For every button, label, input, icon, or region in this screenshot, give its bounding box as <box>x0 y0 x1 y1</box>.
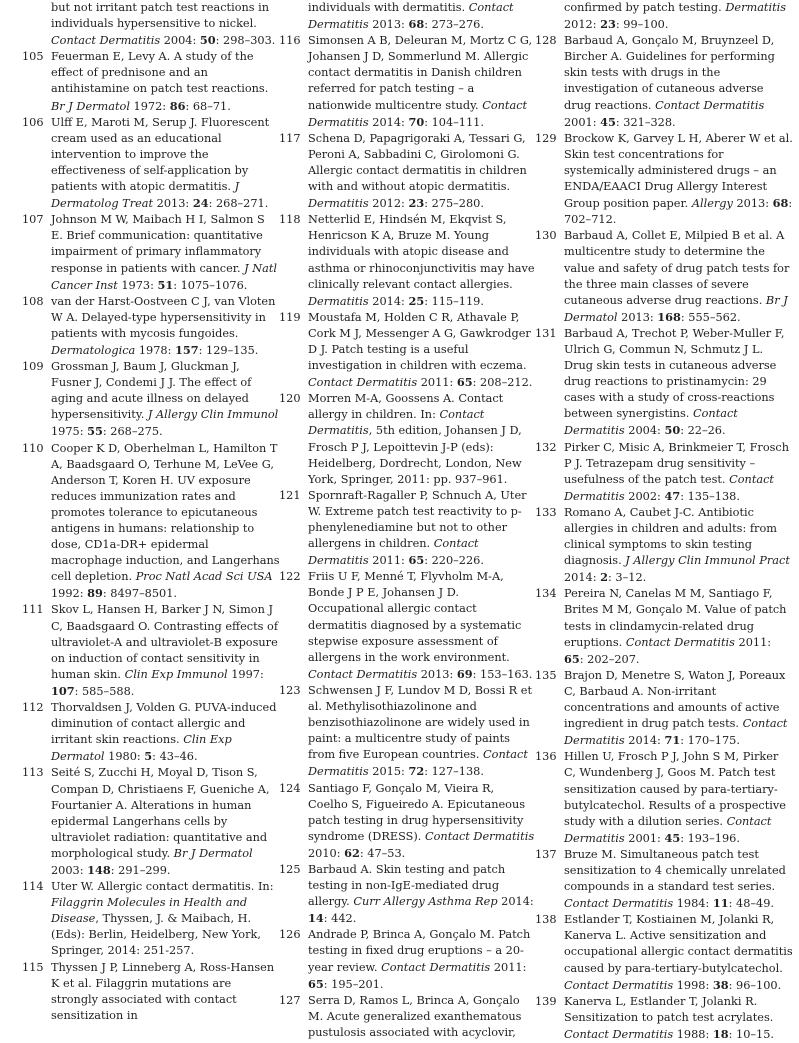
reference-number: 116 <box>279 34 301 48</box>
reference-text: but not irritant patch test reactions in individuals hypersensitive to nickel. Contact Dermatitis 2004: 50: 298–303. <box>51 1 276 48</box>
reference-number: 120 <box>279 392 301 406</box>
reference-text: Barbaud A. Skin testing and patch testing in non-IgE-mediated drug allergy. Curr Allergy Asthma Rep 2014: 14: 442. <box>308 862 534 926</box>
reference-entry <box>279 391 537 488</box>
reference-entry <box>22 212 280 293</box>
reference-text: Grossman J, Baum J, Gluckman J, Fusner J, Condemi J J. The effect of aging and acute illness on delayed hypersensitivity. J Allergy Clin Immunol 1975: 55: 268–275. <box>51 360 279 439</box>
reference-column-3 <box>535 0 793 1043</box>
reference-entry <box>535 326 793 440</box>
reference-text: Johnson M W, Maibach H I, Salmon S E. Brief communication: quantitative impairment of primary inflammatory response in patients with cancer. J Natl Cancer Inst 1973: 51: 1075–1076. <box>51 213 278 292</box>
reference-number: 121 <box>279 488 301 502</box>
reference-number: 112 <box>22 701 44 715</box>
reference-entry <box>279 683 537 781</box>
reference-entry <box>279 488 537 569</box>
reference-entry <box>279 33 537 131</box>
reference-text: Kanerva L, Estlander T, Jolanki R. Sensitization to patch test acrylates. Contact Dermatitis 1988: 18: 10–15. <box>564 994 775 1041</box>
reference-number: 134 <box>535 587 557 601</box>
reference-number: 138 <box>535 913 557 927</box>
reference-entry <box>22 960 280 1024</box>
reference-entry <box>279 862 537 927</box>
reference-number: 137 <box>535 847 557 861</box>
reference-entry <box>279 993 537 1041</box>
reference-text: Skov L, Hansen H, Barker J N, Simon J C, Baadsgaard O. Contrasting effects of ultraviolet-A and ultraviolet-B exposure on induction of contact sensitivity in human skin. Clin Exp Immunol 1997: 107: 585–588. <box>51 603 279 698</box>
reference-text: Hillen U, Frosch P J, John S M, Pirker C, Wundenberg J, Goos M. Patch test sensitization caused by para-tertiary-butylcatechol. Results of a prospective study with a dilution series. Contact Dermatitis 2001: 45: 193–196. <box>564 750 786 845</box>
reference-number: 123 <box>279 683 301 697</box>
reference-entry <box>279 0 537 33</box>
reference-text: Barbaud A, Gonçalo M, Bruynzeel D, Bircher A. Guidelines for performing skin tests with drugs in the investigation of cutaneous adverse drug reactions. Contact Dermatitis 2001: 45: 321–328. <box>564 34 775 129</box>
reference-number: 108 <box>22 294 44 308</box>
reference-text: Simonsen A B, Deleuran M, Mortz C G, Johansen J D, Sommerlund M. Allergic contact dermatitis in Danish children referred for patch testing – a nationwide multicentre study. Contact Dermatitis 2014: 70: 104–111. <box>308 34 533 129</box>
reference-text: Netterlid E, Hindsén M, Ekqvist S, Henricson K A, Bruze M. Young individuals with atopic disease and asthma or rhinoconjunctivitis may have clinically relevant contact allergies. Dermatitis 2014: 25: 115–119. <box>308 213 535 308</box>
reference-text: Barbaud A, Trechot P, Weber-Muller F, Ulrich G, Commun N, Schmutz J L. Drug skin tests in cutaneous adverse drug reactions to pristinamycin: 29 cases with a study of cross-reactions between synergistins. Contact Dermatitis 2004: 50: 22–26. <box>564 326 785 438</box>
reference-entry <box>535 586 793 667</box>
reference-text: Serra D, Ramos L, Brinca A, Gonçalo M. Acute generalized exanthematous pustulosis associated with acyclovir, <box>308 993 522 1039</box>
reference-text: Thorvaldsen J, Volden G. PUVA-induced diminution of contact allergic and irritant skin reactions. Clin Exp Dermatol 1980: 5: 43–46. <box>51 701 277 764</box>
reference-number: 124 <box>279 781 301 795</box>
reference-number: 117 <box>279 131 301 145</box>
reference-number: 131 <box>535 326 557 340</box>
reference-text: Brockow K, Garvey L H, Aberer W et al. Skin test concentrations for systemically administered drugs – an ENDA/EAACI Drug Allergy Interest Group position paper. Allergy 2013: 68: 702–712. <box>564 131 793 227</box>
reference-number: 111 <box>22 603 44 617</box>
reference-number: 130 <box>535 229 557 243</box>
reference-text: Pereira N, Canelas M M, Santiago F, Brites M M, Gonçalo M. Value of patch tests in clindamycin-related drug eruptions. Contact Dermatitis 2011: 65: 202–207. <box>564 587 787 666</box>
reference-entry <box>535 668 793 749</box>
reference-entry <box>22 359 280 440</box>
reference-entry <box>279 781 537 862</box>
reference-text: Bruze M. Simultaneous patch test sensitization to 4 chemically unrelated compounds in a standard test series. Contact Dermatitis 1984: 11: 48–49. <box>564 847 786 911</box>
reference-entry <box>535 749 793 847</box>
reference-number: 126 <box>279 928 301 942</box>
reference-number: 119 <box>279 310 301 324</box>
reference-number: 109 <box>22 360 44 374</box>
reference-entry <box>22 602 280 700</box>
reference-text: Ulff E, Maroti M, Serup J. Fluorescent cream used as an educational intervention to improve the effectiveness of self-application by patients with atopic dermatitis. J Dermatolog Treat 2013: 24: 268–271. <box>51 115 270 211</box>
reference-text: Romano A, Caubet J-C. Antibiotic allergies in children and adults: from clinical symptoms to skin testing diagnosis. J Allergy Clin Immunol Pract 2014: 2: 3–12. <box>564 505 790 585</box>
reference-entry <box>535 505 793 586</box>
reference-number: 122 <box>279 570 301 584</box>
reference-number: 135 <box>535 668 557 682</box>
reference-entry <box>535 131 793 229</box>
reference-number: 110 <box>22 441 44 455</box>
reference-number: 132 <box>535 440 557 454</box>
reference-text: Morren M-A, Goossens A. Contact allergy in children. In: Contact Dermatitis, 5th edition, Johansen J D, Frosch P J, Lepoittevin J-P (eds): Heidelberg, Dordrecht, London, New York, Springer, 2011: pp. 937–961. <box>308 392 522 486</box>
reference-entry <box>279 927 537 992</box>
reference-number: 136 <box>535 750 557 764</box>
reference-text: Cooper K D, Oberhelman L, Hamilton T A, Baadsgaard O, Terhune M, LeVee G, Anderson T, Koren H. UV exposure reduces immunization rates and promotes tolerance to epicutaneous antigens in humans: relationship to dose, CD1a-DR+ epidermal macrophage induction, and Langerhans cell depletion. Proc Natl Acad Sci USA 1992: 89: 8497–8501. <box>51 441 280 601</box>
reference-entry <box>22 700 280 765</box>
reference-entry <box>535 0 793 33</box>
reference-entry <box>279 569 537 683</box>
reference-text: Schwensen J F, Lundov M D, Bossi R et al. Methylisothiazolinone and benzisothiazolinone are widely used in paint: a multicentre study of paints from five European countries. Contact Dermatitis 2015: 72: 127–138. <box>308 683 532 779</box>
reference-number: 128 <box>535 34 557 48</box>
reference-entry <box>279 212 537 310</box>
reference-entry <box>22 294 280 359</box>
reference-text: Brajon D, Menetre S, Waton J, Poreaux C, Barbaud A. Non-irritant concentrations and amounts of active ingredient in drug patch tests. Contact Dermatitis 2014: 71: 170–175. <box>564 668 788 748</box>
reference-number: 105 <box>22 50 44 64</box>
reference-entry <box>22 0 280 49</box>
reference-text: Barbaud A, Collet E, Milpied B et al. A multicentre study to determine the value and safety of drug patch tests for the three main classes of severe cutaneous adverse drug reactions. Br J Dermatol 2013: 168: 555–562. <box>564 229 790 324</box>
reference-number: 113 <box>22 766 44 780</box>
reference-entry <box>279 310 537 391</box>
reference-number: 106 <box>22 115 44 129</box>
reference-number: 114 <box>22 880 44 894</box>
reference-entry <box>279 131 537 212</box>
reference-text: confirmed by patch testing. Dermatitis 2012: 23: 99–100. <box>564 1 787 32</box>
reference-entry <box>22 441 280 603</box>
reference-entry <box>535 847 793 912</box>
reference-column-1 <box>22 0 280 1024</box>
reference-text: Andrade P, Brinca A, Gonçalo M. Patch testing in fixed drug eruptions – a 20-year review. Contact Dermatitis 2011: 65: 195–201. <box>308 928 531 991</box>
reference-entry <box>535 33 793 131</box>
reference-number: 107 <box>22 213 44 227</box>
reference-number: 115 <box>22 960 44 974</box>
reference-text: Schena D, Papagrigoraki A, Tessari G, Peroni A, Sabbadini C, Girolomoni G. Allergic contact dermatitis in children with and without atopic dermatitis. Dermatitis 2012: 23: 275–280. <box>308 131 527 211</box>
reference-column-2 <box>279 0 537 1041</box>
reference-number: 125 <box>279 862 301 876</box>
reference-entry <box>22 765 280 879</box>
reference-entry <box>535 440 793 505</box>
reference-text: Feuerman E, Levy A. A study of the effect of prednisone and an antihistamine on patch test reactions. Br J Dermatol 1972: 86: 68–71. <box>51 50 269 113</box>
reference-text: Uter W. Allergic contact dermatitis. In: Filaggrin Molecules in Health and Disease, Thyssen, J. & Maibach, H. (Eds): Berlin, Heidelberg, New York, Springer, 2014: 251-257. <box>51 880 274 958</box>
reference-entry <box>22 115 280 213</box>
reference-text: Seité S, Zucchi H, Moyal D, Tison S, Compan D, Christiaens F, Gueniche A, Fourtanier A. Alterations in human epidermal Langerhans cells by ultraviolet radiation: quantitative and morphological study. Br J Dermatol 2003: 148: 291–299. <box>51 766 270 877</box>
reference-text: Santiago F, Gonçalo M, Vieira R, Coelho S, Figueiredo A. Epicutaneous patch testing in drug hypersensitivity syndrome (DRESS). Contact Dermatitis 2010: 62: 47–53. <box>308 781 535 860</box>
reference-text: Moustafa M, Holden C R, Athavale P, Cork M J, Messenger A G, Gawkrodger D J. Patch testing is a useful investigation in children with eczema. Contact Dermatitis 2011: 65: 208–212. <box>308 310 533 390</box>
reference-text: Estlander T, Kostiainen M, Jolanki R, Kanerva L. Active sensitization and occupational allergic contact dermatitis caused by para-tertiary-butylcatechol. Contact Dermatitis 1998: 38: 96–100. <box>564 913 793 992</box>
reference-number: 139 <box>535 994 557 1008</box>
reference-text: Spornraft-Ragaller P, Schnuch A, Uter W. Extreme patch test reactivity to p-phenylenediamine but not to other allergens in children. Contact Dermatitis 2011: 65: 220–226. <box>308 488 527 568</box>
reference-text: individuals with dermatitis. Contact Dermatitis 2013: 68: 273–276. <box>308 1 514 32</box>
reference-number: 118 <box>279 213 301 227</box>
reference-entry <box>22 879 280 959</box>
reference-entry <box>535 228 793 326</box>
reference-number: 127 <box>279 993 301 1007</box>
reference-number: 129 <box>535 131 557 145</box>
reference-text: Thyssen J P, Linneberg A, Ross-Hansen K et al. Filaggrin mutations are strongly associated with contact sensitization in <box>51 960 275 1022</box>
reference-number: 133 <box>535 505 557 519</box>
reference-text: Pirker C, Misic A, Brinkmeier T, Frosch P J. Tetrazepam drug sensitivity – usefulness of the patch test. Contact Dermatitis 2002: 47: 135–138. <box>564 440 790 503</box>
reference-entry <box>22 49 280 114</box>
reference-text: Friis U F, Menné T, Flyvholm M-A, Bonde J P E, Johansen J D. Occupational allergic contact dermatitis diagnosed by a systematic stepwise exposure assessment of allergens in the work environment. Contact Dermatitis 2013: 69: 153–163. <box>308 570 533 681</box>
reference-text: van der Harst-Oostveen C J, van Vloten W A. Delayed-type hypersensitivity in patients with mycosis fungoides. Dermatologica 1978: 157: 129–135. <box>51 294 276 357</box>
reference-entry <box>535 912 793 993</box>
reference-entry <box>535 994 793 1043</box>
